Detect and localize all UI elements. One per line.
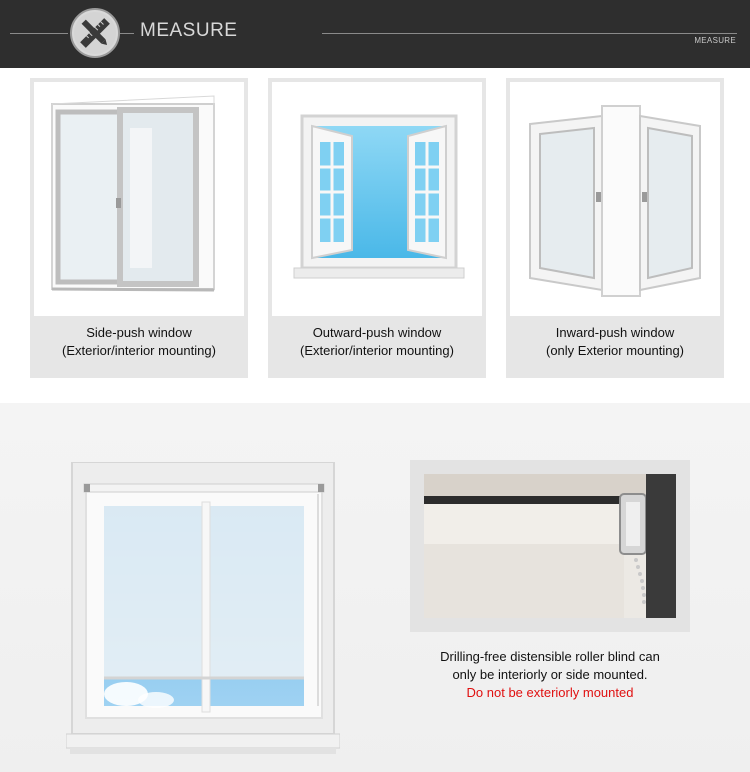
window-type-mounting: (Exterior/interior mounting) bbox=[62, 343, 216, 358]
window-type-name: Outward-push window bbox=[312, 325, 442, 340]
window-type-name: Inward-push window bbox=[555, 325, 675, 340]
window-type-card-side-push bbox=[30, 78, 248, 378]
window-type-mounting: (Exterior/interior mounting) bbox=[300, 343, 454, 358]
header-divider-left bbox=[10, 33, 68, 34]
note-warning: Do not be exteriorly mounted bbox=[466, 685, 634, 700]
header-subtitle: MEASURE bbox=[694, 36, 736, 45]
window-type-caption bbox=[30, 324, 248, 360]
header-divider-mid bbox=[120, 33, 134, 34]
header-divider-right bbox=[322, 33, 737, 34]
outward-push-window-image bbox=[272, 82, 482, 316]
roller-blind-detail-photo bbox=[410, 460, 690, 632]
window-type-card-inward-push bbox=[506, 78, 724, 378]
window-type-caption bbox=[506, 324, 724, 360]
ruler-pencil-icon bbox=[70, 8, 120, 58]
window-type-caption bbox=[268, 324, 486, 360]
header-title: MEASURE bbox=[140, 20, 238, 41]
roller-blind-mechanism-image bbox=[424, 474, 676, 618]
roller-blind-window-photo bbox=[66, 462, 340, 757]
window-type-card-outward-push bbox=[268, 78, 486, 378]
mounting-note bbox=[410, 648, 690, 702]
page-header bbox=[0, 0, 750, 68]
note-line-1: Drilling-free distensible roller blind can bbox=[440, 649, 660, 664]
inward-push-window-image bbox=[510, 82, 720, 316]
note-line-2: only be interiorly or side mounted. bbox=[452, 667, 648, 682]
window-type-name: Side-push window bbox=[86, 325, 192, 340]
side-push-window-image bbox=[34, 82, 244, 316]
window-type-mounting: (only Exterior mounting) bbox=[546, 343, 684, 358]
